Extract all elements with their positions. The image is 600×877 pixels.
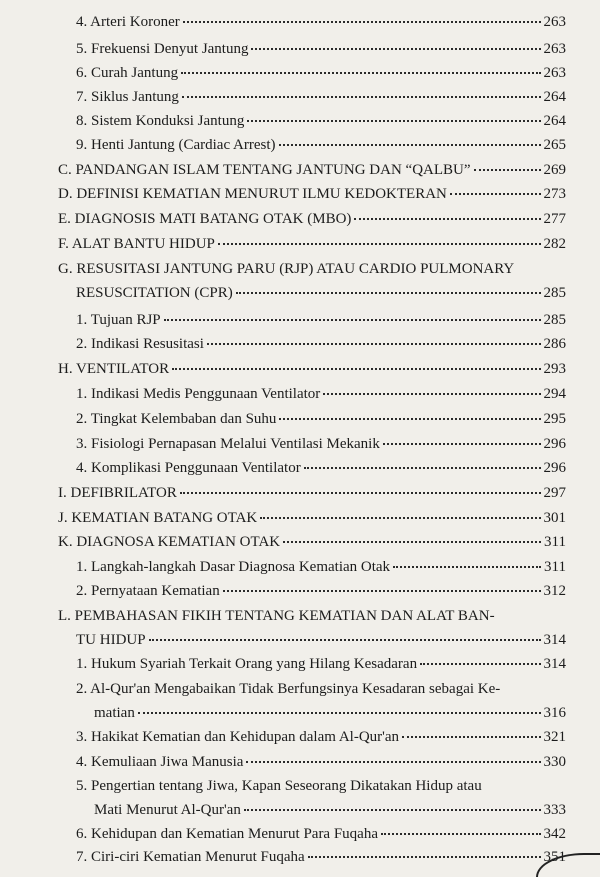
dot-leader: [183, 21, 541, 23]
toc-entry: [76, 61, 566, 85]
toc-entry: [76, 85, 566, 109]
toc-section-entry: [58, 357, 566, 381]
toc-entry-label: F. ALAT BANTU HIDUP: [58, 236, 215, 252]
toc-entry-label: 6. Kehidupan dan Kematian Menurut Para Fuqaha: [76, 826, 378, 842]
toc-entry-page: 351: [543, 849, 566, 865]
toc-entry-page: 273: [543, 186, 566, 202]
toc-section-entry: [58, 232, 566, 256]
toc-entry-page: 330: [543, 754, 566, 770]
dot-leader: [393, 566, 541, 568]
toc-entry-label: E. DIAGNOSIS MATI BATANG OTAK (MBO): [58, 211, 352, 227]
toc-entry-page: 285: [543, 285, 566, 301]
toc-entry-page: 263: [543, 14, 566, 30]
dot-leader: [181, 72, 540, 74]
toc-entry-label: 2. Tingkat Kelembaban dan Suhu: [76, 411, 277, 427]
toc-section-entry: [58, 481, 566, 505]
dot-leader: [308, 856, 541, 858]
toc-entry-label: 1. Hukum Syariah Terkait Orang yang Hilang Kesadaran: [76, 656, 418, 672]
toc-entry-page: 316: [543, 705, 566, 721]
toc-entry-page: 265: [543, 137, 566, 153]
toc-entry-label: C. PANDANGAN ISLAM TENTANG JANTUNG DAN “QALBU”: [58, 162, 471, 178]
dot-leader: [450, 193, 541, 195]
toc-entry: [76, 407, 566, 431]
toc-entry: [76, 432, 566, 456]
toc-entry-page: 277: [543, 211, 566, 227]
toc-entry: [76, 456, 566, 480]
toc-entry: [76, 579, 566, 603]
toc-entry-label: K. DIAGNOSA KEMATIAN OTAK: [58, 534, 281, 550]
toc-entry-page: 321: [543, 729, 566, 745]
toc-entry-label: 4. Kemuliaan Jiwa Manusia: [76, 754, 244, 770]
toc-entry-page: 314: [543, 632, 566, 648]
toc-entry-label: 5. Pengertian tentang Jiwa, Kapan Seseorang Dikatakan Hidup atau: [76, 778, 482, 794]
dot-leader: [402, 736, 540, 738]
toc-entry: [76, 677, 566, 725]
dot-leader: [381, 833, 541, 835]
toc-entry: [76, 382, 566, 406]
dot-leader: [182, 96, 541, 98]
toc-entry: [76, 37, 566, 61]
toc-entry-page: 311: [544, 559, 566, 575]
toc-entry-label: 6. Curah Jantung: [76, 65, 179, 81]
toc-entry: [76, 845, 566, 869]
dot-leader: [149, 639, 541, 641]
toc-entry-label: H. VENTILATOR: [58, 361, 170, 377]
dot-leader: [223, 590, 541, 592]
toc-entry-page: 282: [543, 236, 566, 252]
toc-section-entry: [58, 506, 566, 530]
toc-entry-page: 264: [543, 89, 566, 105]
toc-section-entry: [58, 207, 566, 231]
toc-entry-page: 263: [543, 41, 566, 57]
toc-entry-page: 297: [543, 485, 566, 501]
dot-leader: [420, 663, 540, 665]
toc-entry: [76, 822, 566, 846]
toc-entry: [76, 774, 566, 822]
dot-leader: [246, 761, 540, 763]
toc-entry: [76, 308, 566, 332]
toc-entry-label: I. DEFIBRILATOR: [58, 485, 177, 501]
toc-entry: [76, 10, 566, 34]
toc-entry-page: 295: [543, 411, 566, 427]
toc-entry-page: 296: [543, 460, 566, 476]
toc-entry-label: 1. Langkah-langkah Dasar Diagnosa Kematian Otak: [76, 559, 391, 575]
toc-entry-page: 342: [543, 826, 566, 842]
toc-entry-label: D. DEFINISI KEMATIAN MENURUT ILMU KEDOKTERAN: [58, 186, 447, 202]
toc-entry-page: 293: [543, 361, 566, 377]
dot-leader: [180, 492, 541, 494]
toc-section-entry: [58, 604, 566, 652]
toc-entry: [76, 652, 566, 676]
toc-entry-page: 301: [543, 510, 566, 526]
toc-entry-label: G. RESUSITASI JANTUNG PARU (RJP) ATAU CARDIO PULMONARY: [58, 261, 515, 277]
toc-entry: [76, 109, 566, 133]
toc-entry-label: J. KEMATIAN BATANG OTAK: [58, 510, 258, 526]
toc-entry-label: 7. Siklus Jantung: [76, 89, 179, 105]
toc-entry-label: 4. Arteri Koroner: [76, 14, 180, 30]
toc-entry-label-continuation: TU HIDUP: [76, 632, 146, 648]
toc-entry-page: 312: [543, 583, 566, 599]
toc-entry-page: 286: [543, 336, 566, 352]
dot-leader: [283, 541, 541, 543]
dot-leader: [138, 712, 541, 714]
toc-entry-label: 2. Indikasi Resusitasi: [76, 336, 204, 352]
toc-entry-page: 294: [543, 386, 566, 402]
dot-leader: [251, 48, 540, 50]
toc-entry-label: 8. Sistem Konduksi Jantung: [76, 113, 245, 129]
dot-leader: [383, 443, 541, 445]
toc-entry-page: 333: [543, 802, 566, 818]
toc-section-entry: [58, 182, 566, 206]
dot-leader: [474, 169, 541, 171]
dot-leader: [164, 319, 541, 321]
dot-leader: [304, 467, 541, 469]
toc-entry-page: 314: [543, 656, 566, 672]
dot-leader: [172, 368, 540, 370]
dot-leader: [218, 243, 541, 245]
toc-entry-label: 1. Indikasi Medis Penggunaan Ventilator: [76, 386, 321, 402]
toc-entry-page: 269: [543, 162, 566, 178]
toc-entry-label-continuation: RESUSCITATION (CPR): [76, 285, 233, 301]
dot-leader: [236, 292, 541, 294]
toc-entry-page: 264: [543, 113, 566, 129]
toc-entry: [76, 555, 566, 579]
toc-entry-label: L. PEMBAHASAN FIKIH TENTANG KEMATIAN DAN ALAT BAN-: [58, 608, 495, 624]
toc-entry-label: 5. Frekuensi Denyut Jantung: [76, 41, 249, 57]
dot-leader: [279, 418, 540, 420]
toc-entry: [76, 750, 566, 774]
dot-leader: [260, 517, 540, 519]
toc-entry-label: 9. Henti Jantung (Cardiac Arrest): [76, 137, 276, 153]
toc-section-entry: [58, 158, 566, 182]
toc-entry-label: 2. Al-Qur'an Mengabaikan Tidak Berfungsinya Kesadaran sebagai Ke-: [76, 681, 501, 697]
toc-entry-page: 296: [543, 436, 566, 452]
dot-leader: [279, 144, 541, 146]
toc-entry-page: 263: [543, 65, 566, 81]
toc-entry-label: 3. Fisiologi Pernapasan Melalui Ventilasi Mekanik: [76, 436, 380, 452]
toc-entry-label: 4. Komplikasi Penggunaan Ventilator: [76, 460, 301, 476]
toc-entry: [76, 133, 566, 157]
toc-entry: [76, 725, 566, 749]
toc-section-entry: [58, 257, 566, 305]
toc-entry-page: 311: [544, 534, 566, 550]
dot-leader: [244, 809, 541, 811]
toc-entry-label: 2. Pernyataan Kematian: [76, 583, 220, 599]
toc-section-entry: [58, 530, 566, 554]
dot-leader: [207, 343, 541, 345]
toc-entry-label-continuation: Mati Menurut Al-Qur'an: [94, 802, 241, 818]
toc-entry-label: 1. Tujuan RJP: [76, 312, 161, 328]
dot-leader: [354, 218, 540, 220]
dot-leader: [323, 393, 540, 395]
toc-entry-label: 3. Hakikat Kematian dan Kehidupan dalam Al-Qur'an: [76, 729, 400, 745]
dot-leader: [247, 120, 540, 122]
toc-entry-page: 285: [543, 312, 566, 328]
toc-entry-label: 7. Ciri-ciri Kematian Menurut Fuqaha: [76, 849, 305, 865]
toc-entry-label-continuation: matian: [94, 705, 135, 721]
toc-entry: [76, 332, 566, 356]
